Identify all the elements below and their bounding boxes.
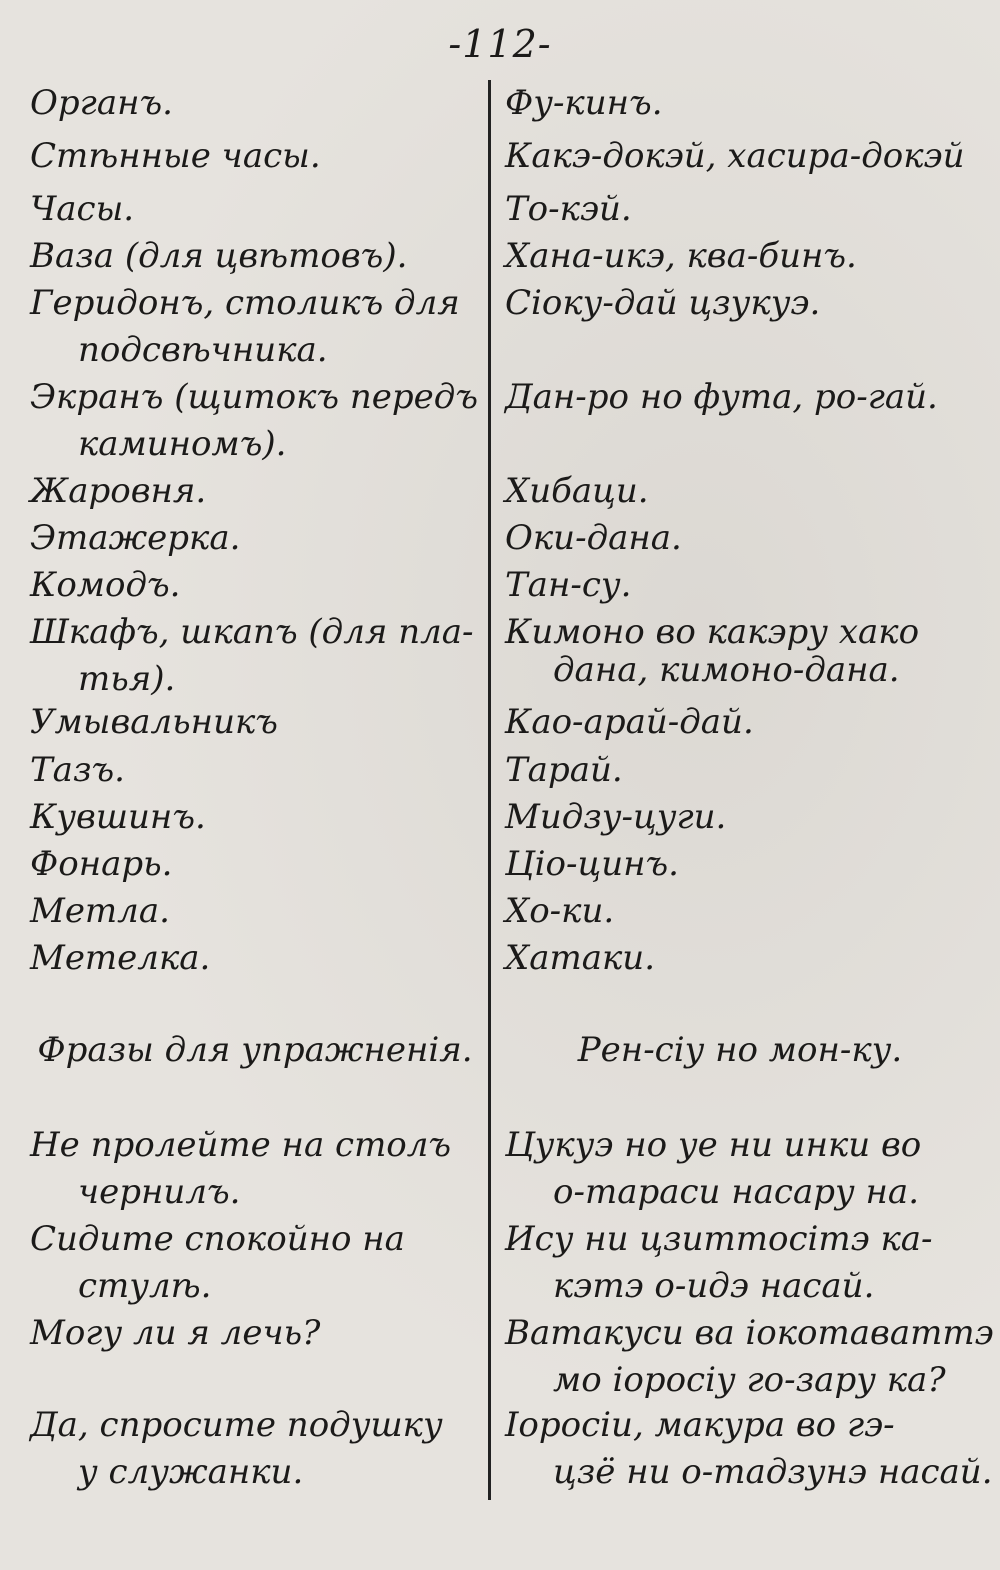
right-phrase-line: Іоросіи, макура во гэ-: [505, 1405, 895, 1445]
right-phrase-line: цзё ни о-тадзунэ насай.: [553, 1452, 993, 1492]
left-vocab-line: Жаровня.: [30, 471, 207, 511]
left-column-russian: [30, 0, 480, 1570]
left-vocab-line: Шкафъ, шкапъ (для пла-: [30, 612, 474, 652]
left-vocab-line: Этажерка.: [30, 518, 241, 558]
right-phrase-line: Цукуэ но уе ни инки во: [505, 1125, 922, 1165]
right-vocab-line: Мидзу-цуги.: [505, 797, 727, 837]
column-divider: [488, 80, 491, 1500]
left-vocab-line: Ваза (для цвѣтовъ).: [30, 236, 408, 276]
left-vocab-line: Стѣнные часы.: [30, 136, 321, 176]
right-vocab-line: То-кэй.: [505, 189, 632, 229]
left-phrase-line: Не пролейте на столъ: [30, 1125, 452, 1165]
right-vocab-line: Ціо-цинъ.: [505, 844, 679, 884]
right-vocab-line: Хана-икэ, ква-бинъ.: [505, 236, 857, 276]
right-vocab-line: Тан-су.: [505, 565, 632, 605]
right-phrase-line: мо іоросіу го-зару ка?: [553, 1360, 946, 1400]
right-vocab-line: Кимоно во какэру хако: [505, 612, 920, 652]
right-vocab-line: Дан-ро но фута, ро-гай.: [505, 377, 938, 417]
right-phrase-line: Ису ни цзиттосітэ ка-: [505, 1219, 933, 1259]
left-phrase-line: стулѣ.: [78, 1266, 212, 1306]
left-vocab-line: Кувшинъ.: [30, 797, 206, 837]
page-number: -112-: [448, 22, 552, 66]
left-vocab-line: Экранъ (щитокъ передъ: [30, 377, 479, 417]
left-phrase-line: Могу ли я лечь?: [30, 1313, 321, 1353]
right-phrase-line: о-тараси насару на.: [553, 1172, 919, 1212]
right-vocab-line: Као-арай-дай.: [505, 702, 754, 742]
right-vocab-line: Оки-дана.: [505, 518, 682, 558]
left-section-heading: Фразы для упражненія.: [37, 1030, 473, 1070]
right-section-heading: Рен-сіу но мон-ку.: [577, 1030, 903, 1070]
right-vocab-line: Какэ-докэй, хасира-докэй: [505, 136, 965, 176]
left-vocab-line: каминомъ).: [78, 424, 287, 464]
left-phrase-line: чернилъ.: [78, 1172, 241, 1212]
right-vocab-line: Хо-ки.: [505, 891, 615, 931]
right-phrase-line: Ватакуси ва іокотаваттэ: [505, 1313, 994, 1353]
right-vocab-line: Фу-кинъ.: [505, 83, 663, 123]
left-vocab-line: Метла.: [30, 891, 170, 931]
left-vocab-line: Метелка.: [30, 938, 211, 978]
right-column-japanese: [505, 0, 994, 1570]
left-vocab-line: Геридонъ, столикъ для: [30, 283, 460, 323]
left-phrase-line: Сидите спокойно на: [30, 1219, 405, 1259]
left-vocab-line: Умывальникъ: [30, 702, 278, 742]
left-vocab-line: Фонарь.: [30, 844, 173, 884]
left-vocab-line: Тазъ.: [30, 750, 125, 790]
left-phrase-line: Да, спросите подушку: [30, 1405, 443, 1445]
left-vocab-line: Органъ.: [30, 83, 173, 123]
right-vocab-line: Сіоку-дай цзукуэ.: [505, 283, 821, 323]
right-vocab-line: Тарай.: [505, 750, 623, 790]
right-vocab-line: Хибаци.: [505, 471, 649, 511]
right-vocab-line: Хатаки.: [505, 938, 655, 978]
left-vocab-line: Комодъ.: [30, 565, 181, 605]
left-vocab-line: подсвѣчника.: [78, 330, 328, 370]
right-vocab-line: дана, кимоно-дана.: [553, 650, 900, 690]
left-vocab-line: Часы.: [30, 189, 135, 229]
left-vocab-line: тья).: [78, 659, 176, 699]
left-phrase-line: у служанки.: [78, 1452, 304, 1492]
right-phrase-line: кэтэ о-идэ насай.: [553, 1266, 875, 1306]
